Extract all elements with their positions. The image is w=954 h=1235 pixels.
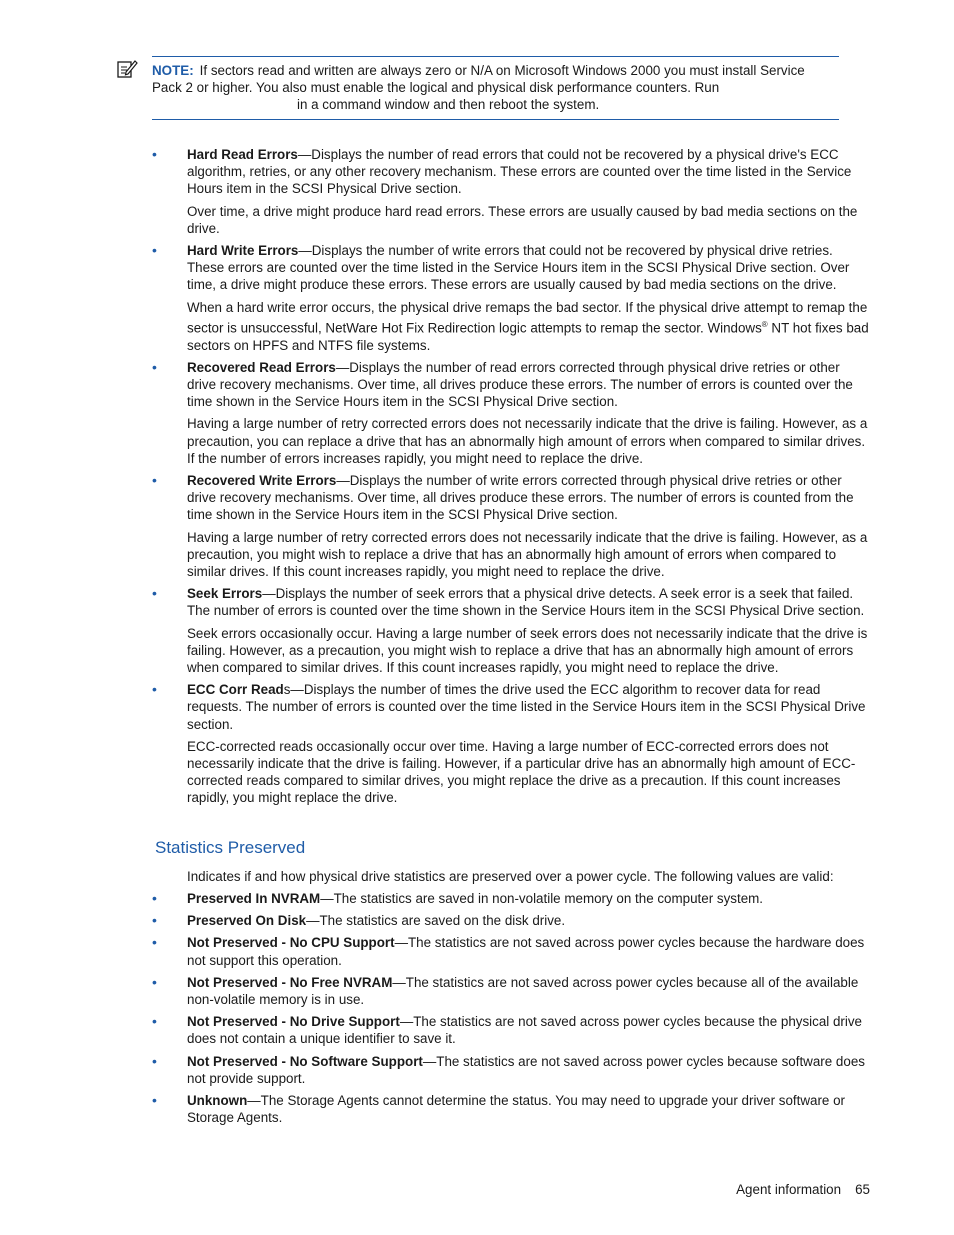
bullet-dot-icon: • [152, 912, 157, 929]
item-detail: Over time, a drive might produce hard read errors. These errors are usually caused by bad media sections on the drive. [187, 203, 858, 236]
item-term: Not Preserved - No CPU Support [187, 935, 395, 951]
note-box [152, 62, 832, 113]
item-body [187, 681, 872, 733]
item-detail: Seek errors occasionally occur. Having a large number of seek errors does not necessarily indicate that the drive is failing. However, as a precaution, you might wish to replace a drive that has an abnormally high amount of errors when compared to similar drives. If this count increases rapidly, you might need to replace the drive. [187, 625, 868, 675]
item-term: Hard Write Errors [187, 243, 299, 259]
bullet-dot-icon: • [152, 146, 157, 162]
item-body [187, 934, 872, 968]
item-text: —Displays the number of write errors that could not be recovered by physical drive retries. These errors are counted over the time listed in the Service Hours item in the SCSI Physical Drive section. Over time, a drive might produce these errors. These errors are usually caused by bad media sections on the drive. [187, 243, 850, 293]
error-counter-list [150, 146, 872, 807]
item-text: —The statistics are not saved across power cycles because the physical drive does not contain a unique identifier to save it. [187, 1014, 862, 1047]
list-item [150, 934, 872, 968]
item-term: Hard Read Errors [187, 147, 298, 162]
item-text: —Displays the number of read errors that could not be recovered by a physical drive's ECC algorithm, retries, or any other recovery mechanism. These errors are counted over the time listed in the Service Hours item in the SCSI Physical Drive section. [187, 147, 852, 197]
item-term: Seek Errors [187, 586, 263, 602]
registered-mark: ® [761, 319, 768, 329]
item-body [187, 1053, 872, 1087]
note-bottom-rule [152, 119, 839, 120]
item-detail: Having a large number of retry corrected errors does not necessarily indicate that the drive is failing. However, as a precaution, you might wish to replace a drive that has an abnormally high amount of errors when compared to similar drives. If this count increases rapidly, you might need to replace the drive. [187, 529, 868, 579]
bullet-dot-icon: • [152, 681, 157, 698]
list-item [150, 912, 872, 929]
item-detail-a: When a hard write error occurs, the physical drive remaps the bad sector. If the physical drive attempt to remap the sector is unsuccessful, NetWare Hot Fix Redirection logic attempts to remap the sector. Windows [187, 299, 868, 336]
list-item [150, 1092, 872, 1126]
item-detail: Having a large number of retry corrected errors does not necessarily indicate that the drive is failing. However, as a precaution, you can replace a drive that has an abnormally high amount of errors when compared to similar drives. If the number of errors increases rapidly, you might need to replace the drive. [187, 416, 868, 466]
section-intro: Indicates if and how physical drive statistics are preserved over a power cycle. The following values are valid: [187, 869, 834, 884]
item-body [187, 1092, 872, 1126]
bullet-dot-icon: • [152, 973, 157, 990]
item-body [187, 242, 872, 294]
item-term: Not Preserved - No Free NVRAM [187, 974, 393, 990]
item-body [187, 912, 872, 929]
item-term: Recovered Read Errors [187, 359, 336, 375]
list-item [150, 242, 872, 354]
item-detail: ECC-corrected reads occasionally occur over time. Having a large number of ECC-corrected errors does not necessarily indicate that the drive is failing. However, if a particular drive has an abnormally high amount of ECC-corrected reads compared to similar drives, you might replace the drive as a precaution. If this count increases rapidly, you might replace the drive. [187, 738, 856, 806]
bullet-dot-icon: • [152, 358, 157, 375]
note-pencil-icon [116, 58, 138, 80]
list-item [150, 359, 872, 467]
item-text: s—Displays the number of times the drive used the ECC algorithm to recover data for read requests. The number of errors is counted over the time listed in the Service Hours item in the SCSI Physical Drive section. [187, 682, 866, 732]
item-term: Not Preserved - No Software Support [187, 1053, 423, 1069]
item-body [187, 1013, 872, 1047]
item-body [187, 146, 872, 198]
bullet-dot-icon: • [152, 471, 157, 488]
item-text: —The statistics are saved in non-volatile memory on the computer system. [320, 891, 764, 906]
item-term: Preserved In NVRAM [187, 891, 321, 906]
list-item [150, 472, 872, 580]
item-text: —Displays the number of seek errors that a physical drive detects. A seek error is a seek that failed. The number of errors is counted over the time shown in the Service Hours item in the SCSI Physical Drive section. [187, 586, 865, 619]
item-detail [187, 299, 872, 354]
item-text: —The statistics are not saved across power cycles because all of the available non-volatile memory is in use. [187, 974, 859, 1008]
item-term: Not Preserved - No Drive Support [187, 1014, 400, 1030]
item-text: —Displays the number of read errors corrected through physical drive retries or other drive recovery mechanisms. Over time, all drives produce these errors. The number of errors is counted over the time shown in the Service Hours item in the SCSI Physical Drive section. [187, 359, 853, 410]
list-item [150, 585, 872, 676]
section-heading: Statistics Preserved [155, 838, 306, 857]
item-body [187, 359, 872, 411]
item-body [187, 472, 872, 524]
item-text: —Displays the number of write errors corrected through physical drive retries or other drive recovery mechanisms. Over time, all drives produce these errors. The number of errors is counted from the time shown in the Service Hours item in the SCSI Physical Drive section. [187, 472, 854, 523]
item-body [187, 585, 872, 619]
note-label: NOTE: [152, 63, 194, 78]
page-footer [736, 1182, 870, 1197]
item-term: ECC Corr Read [187, 682, 284, 698]
bullet-dot-icon: • [152, 934, 157, 951]
item-term: Unknown [187, 1093, 248, 1109]
bullet-dot-icon: • [152, 585, 157, 602]
list-item [150, 890, 872, 907]
item-text: —The statistics are not saved across power cycles because the hardware does not support this operation. [187, 935, 865, 968]
footer-section-title: Agent information [736, 1182, 842, 1197]
item-detail-b: NT hot fixes bad sectors on HPFS and NTFS file systems. [187, 320, 869, 353]
list-item [150, 1013, 872, 1047]
item-text: —The statistics are saved on the disk drive. [306, 913, 566, 929]
preserved-values-list [150, 890, 872, 1126]
bullet-dot-icon: • [152, 1013, 157, 1030]
item-body [187, 890, 872, 907]
note-top-rule [152, 56, 839, 57]
list-item [150, 974, 872, 1008]
bullet-dot-icon: • [152, 1092, 157, 1109]
item-term: Preserved On Disk [187, 913, 307, 929]
note-line-1: If sectors read and written are always zero or N/A on Microsoft Windows 2000 you must install Service Pack 2 or higher. You also must enable the logical and physical disk performance counters. Run [152, 63, 805, 95]
list-item [150, 681, 872, 806]
list-item [150, 1053, 872, 1087]
item-text: —The statistics are not saved across power cycles because software does not provide support. [187, 1053, 865, 1086]
item-term: Recovered Write Errors [187, 472, 337, 488]
page-number: 65 [855, 1182, 870, 1197]
item-body [187, 974, 872, 1008]
bullet-dot-icon: • [152, 242, 157, 259]
note-line-2: in a command window and then reboot the system. [297, 97, 600, 112]
bullet-dot-icon: • [152, 1052, 157, 1069]
list-item [150, 146, 872, 237]
item-text: —The Storage Agents cannot determine the status. You may need to upgrade your driver software or Storage Agents. [187, 1093, 845, 1126]
bullet-dot-icon: • [152, 890, 157, 906]
